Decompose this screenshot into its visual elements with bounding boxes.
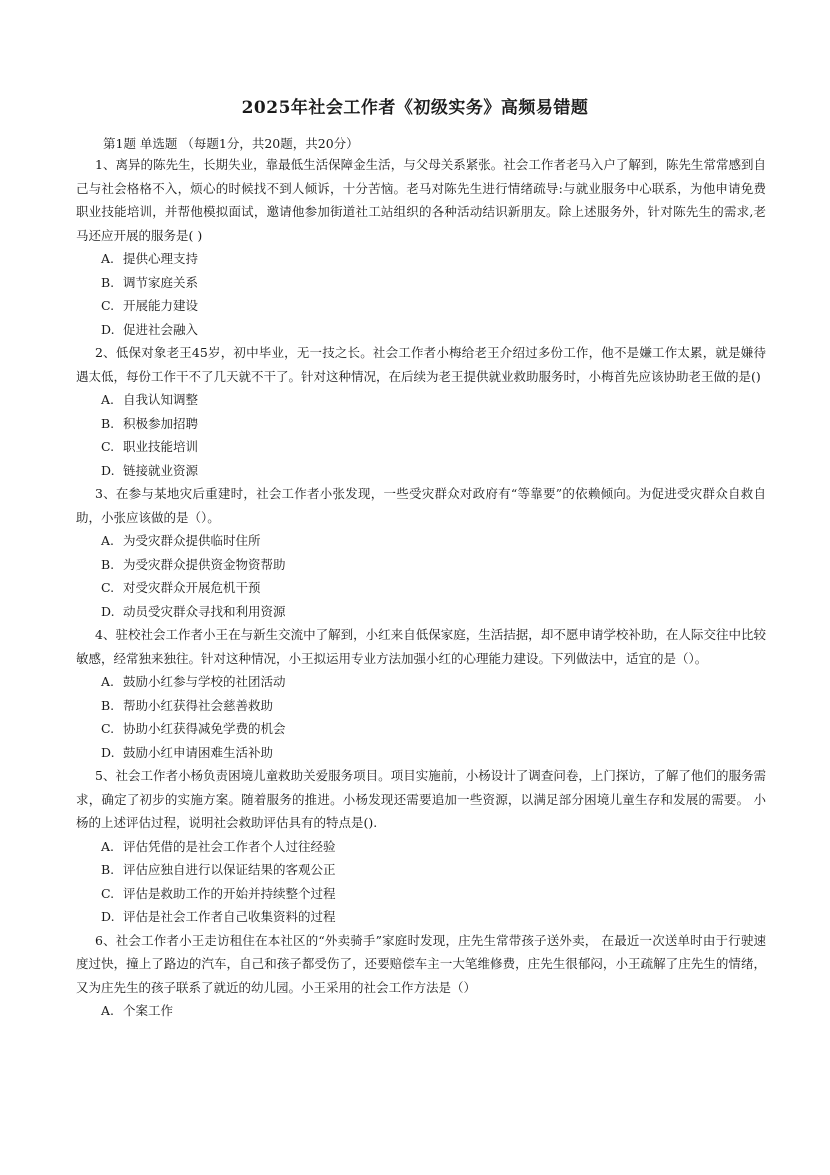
option-letter: B. — [101, 415, 115, 431]
answer-option — [76, 741, 766, 765]
option-letter: A. — [101, 533, 115, 548]
answer-option — [76, 294, 766, 318]
answer-option — [76, 553, 766, 577]
section-header: 第1题 单选题 （每题1分，共20题，共20分） — [103, 136, 359, 151]
option-text: 链接就业资源 — [123, 462, 199, 478]
answer-option — [76, 247, 766, 271]
option-text: 协助小红获得减免学费的机会 — [123, 721, 286, 736]
question-stem: 5、社会工作者小杨负责困境儿童救助关爱服务项目。项目实施前，小杨设计了调查问卷，上门探访，了解了他们的服务需求，确定了初步的实施方案。随着服务的推进。小杨发现还需要追加一些资源，以满足部分困境儿童生存和发展的需要。 小杨的上述评估过程，说明社会救助评估具有的特点是(). — [76, 768, 766, 830]
answer-option — [76, 999, 766, 1023]
page-title: 2025年社会工作者《初级实务》高频易错题 — [241, 98, 589, 118]
option-letter: A. — [101, 392, 115, 407]
option-list — [76, 670, 766, 764]
question-block — [76, 153, 766, 341]
answer-option — [76, 318, 766, 342]
option-letter: C. — [101, 298, 115, 313]
option-letter: A. — [101, 251, 115, 266]
option-letter: D. — [101, 462, 115, 478]
option-text: 对受灾群众开展危机干预 — [123, 580, 261, 595]
option-letter: B. — [101, 862, 115, 877]
answer-option — [76, 576, 766, 600]
answer-option — [76, 271, 766, 295]
question-block — [76, 623, 766, 764]
question-stem: 4、驻校社会工作者小王在与新生交流中了解到，小红来自低保家庭，生活拮据，却不愿申请学校补助，在人际交往中比较敏感，经常独来独往。针对这种情况，小王拟运用专业方法加强小红的心理能力建设。下列做法中，适宜的是（）。 — [76, 627, 766, 666]
answer-option — [76, 529, 766, 553]
option-text: 评估是社会工作者自己收集资料的过程 — [123, 909, 336, 924]
answer-option — [76, 905, 766, 929]
answer-option — [76, 600, 766, 624]
option-letter: C. — [101, 885, 115, 901]
option-letter: B. — [101, 274, 115, 290]
answer-option — [76, 388, 766, 412]
option-letter: C. — [101, 439, 115, 454]
option-text: 积极参加招聘 — [123, 415, 199, 431]
option-text: 为受灾群众提供资金物资帮助 — [123, 556, 286, 572]
option-text: 评估凭借的是社会工作者个人过往经验 — [123, 838, 336, 854]
question-list — [76, 153, 766, 1023]
option-text: 开展能力建设 — [123, 298, 199, 313]
answer-option — [76, 670, 766, 694]
option-text: 调节家庭关系 — [123, 274, 199, 290]
question-stem: 3、在参与某地灾后重建时，社会工作者小张发现，一些受灾群众对政府有“等靠要”的依赖倾向。为促进受灾群众自救自助，小张应该做的是（）。 — [76, 486, 766, 525]
question-block — [76, 929, 766, 1023]
option-letter: D. — [101, 603, 115, 619]
option-text: 为受灾群众提供临时住所 — [123, 533, 261, 548]
option-text: 提供心理支持 — [123, 251, 199, 266]
option-list — [76, 529, 766, 623]
option-letter: B. — [101, 697, 115, 713]
answer-option — [76, 717, 766, 741]
answer-option — [76, 435, 766, 459]
option-text: 自我认知调整 — [123, 392, 199, 407]
question-stem: 2、低保对象老王45岁，初中毕业，无一技之长。社会工作者小梅给老王介绍过多份工作，他不是嫌工作太累，就是嫌待遇太低，每份工作干不了几天就不干了。针对这种情况，在后续为老王提供就业救助服务时，小梅首先应该协助老王做的是() — [76, 345, 766, 384]
option-list — [76, 388, 766, 482]
option-list — [76, 999, 766, 1023]
option-text: 帮助小红获得社会慈善救助 — [123, 697, 274, 713]
option-letter: C. — [101, 721, 115, 736]
option-text: 促进社会融入 — [123, 321, 199, 337]
option-list — [76, 247, 766, 341]
option-list — [76, 835, 766, 929]
option-letter: A. — [101, 838, 115, 854]
option-letter: D. — [101, 321, 115, 337]
option-letter: B. — [101, 556, 115, 572]
question-block — [76, 764, 766, 929]
answer-option — [76, 882, 766, 906]
option-letter: A. — [101, 1003, 115, 1018]
option-text: 评估应独自进行以保证结果的客观公正 — [123, 862, 336, 877]
answer-option — [76, 459, 766, 483]
option-letter: C. — [101, 580, 115, 595]
option-text: 动员受灾群众寻找和利用资源 — [123, 603, 286, 619]
answer-option — [76, 835, 766, 859]
question-stem: 1、离异的陈先生，长期失业，靠最低生活保障金生活，与父母关系紧张。社会工作者老马入户了解到，陈先生常常感到自己与社会格格不入，烦心的时候找不到人倾诉，十分苦恼。老马对陈先生进行情绪疏导:与就业服务中心联系，为他申请免费职业技能培训，并帮他模拟面试，邀请他参加街道社工站组织的各种活动结识新朋友。除上述服务外，针对陈先生的需求,老马还应开展的服务是( ) — [76, 157, 766, 243]
answer-option — [76, 694, 766, 718]
option-text: 职业技能培训 — [123, 439, 199, 454]
option-text: 评估是救助工作的开始并持续整个过程 — [123, 885, 336, 901]
question-block — [76, 482, 766, 623]
option-letter: A. — [101, 674, 115, 689]
option-text: 鼓励小红申请困难生活补助 — [123, 744, 274, 760]
option-text: 鼓励小红参与学校的社团活动 — [123, 674, 286, 689]
question-block — [76, 341, 766, 482]
answer-option — [76, 412, 766, 436]
option-letter: D. — [101, 744, 115, 760]
option-letter: D. — [101, 909, 115, 924]
answer-option — [76, 858, 766, 882]
option-text: 个案工作 — [123, 1003, 174, 1018]
question-stem: 6、社会工作者小王走访租住在本社区的“外卖骑手”家庭时发现，庄先生常带孩子送外卖， 在最近一次送单时由于行驶速度过快，撞上了路边的汽车，自己和孩子都受伤了，还要赔偿车主一大笔维修费，庄先生很郁闷，小王疏解了庄先生的情绪，又为庄先生的孩子联系了就近的幼儿园。小王采用的社会工作方法是（） — [76, 932, 766, 995]
